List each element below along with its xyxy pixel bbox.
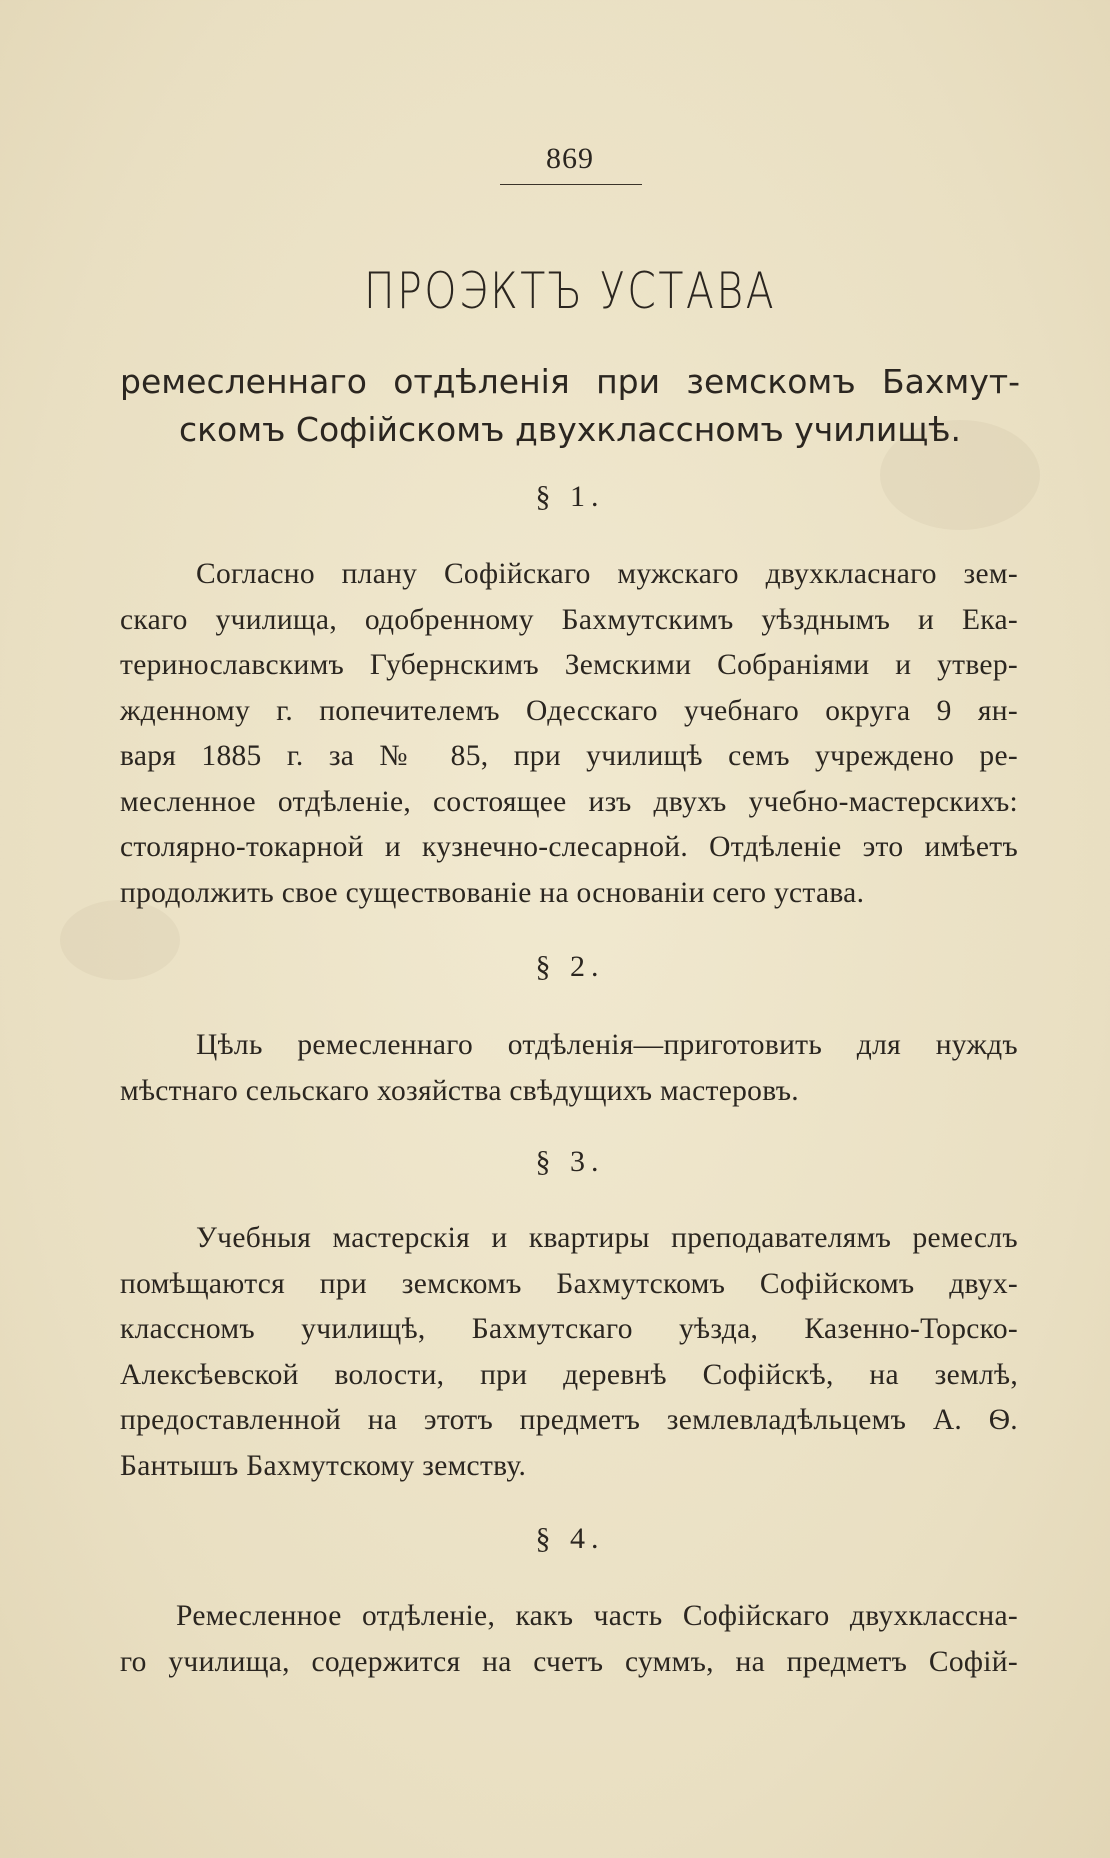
paragraph-line: продолжить свое существованіе на основаніи сего устава. <box>120 876 865 909</box>
section-paragraph-3 <box>120 1216 1018 1489</box>
paragraph-line: предоставленной на этотъ предметъ землевладѣльцемъ А. Ѳ. <box>120 1404 1018 1436</box>
section-heading-1: § 1. <box>535 480 605 513</box>
section-heading-3: § 3. <box>535 1145 605 1178</box>
section-heading-4: § 4. <box>535 1522 605 1555</box>
paragraph-line: го училища, содержится на счетъ суммъ, на предметъ Софій- <box>120 1645 1018 1678</box>
paragraph-line: помѣщаются при земскомъ Бахмутскомъ Софійскомъ двух- <box>120 1267 1018 1300</box>
paragraph-line: Ремесленное отдѣленіе, какъ часть Софійскаго двухклассна- <box>176 1600 1018 1632</box>
paragraph-line: Учебныя мастерскія и квартиры преподавателямъ ремеслъ <box>196 1222 1018 1254</box>
paragraph-line: Согласно плану Софійскаго мужскаго двухкласнаго зем- <box>196 558 1018 590</box>
paragraph-line: скаго училища, одобренному Бахмутскимъ уѣзднымъ и Ека- <box>120 603 1018 636</box>
paragraph-line: теринославскимъ Губернскимъ Земскими Собраніями и утвер- <box>120 649 1018 681</box>
paragraph-line: Алексѣевской волости, при деревнѣ Софійскѣ, на землѣ, <box>120 1358 1018 1391</box>
subtitle-line: скомъ Софійскомъ двухклассномъ училищѣ. <box>178 410 962 449</box>
paragraph-line: мѣстнаго сельскаго хозяйства свѣдущихъ мастеровъ. <box>120 1074 799 1107</box>
document-subtitle <box>120 358 1020 454</box>
subtitle-line: ремесленнаго отдѣленія при земскомъ Бахмут- <box>120 362 1020 401</box>
section-paragraph-2 <box>120 1023 1018 1114</box>
page-number: 869 <box>546 142 594 175</box>
paragraph-line: классномъ училищѣ, Бахмутскаго уѣзда, Казенно-Торско- <box>120 1313 1018 1345</box>
paragraph-line: Бантышъ Бахмутскому земству. <box>120 1449 527 1482</box>
paragraph-line: столярно-токарной и кузнечно-слесарной. Отдѣленіе это имѣетъ <box>120 831 1018 863</box>
paragraph-line: жденному г. попечителемъ Одесскаго учебнаго округа 9 ян- <box>120 694 1018 727</box>
paragraph-line: месленное отдѣленіе, состоящее изъ двухъ учебно-мастерскихъ: <box>120 785 1018 818</box>
paragraph-line: Цѣль ремесленнаго отдѣленія—приготовить для нуждъ <box>196 1029 1018 1061</box>
section-heading-2: § 2. <box>535 950 605 983</box>
section-paragraph-4 <box>120 1594 1018 1685</box>
section-paragraph-1 <box>120 552 1018 916</box>
page-number-rule <box>500 184 642 185</box>
document-title: ПРОЭКТЪ УСТАВА <box>363 262 777 320</box>
paragraph-line: варя 1885 г. за № 85, при училищѣ семъ учреждено ре- <box>120 740 1018 772</box>
